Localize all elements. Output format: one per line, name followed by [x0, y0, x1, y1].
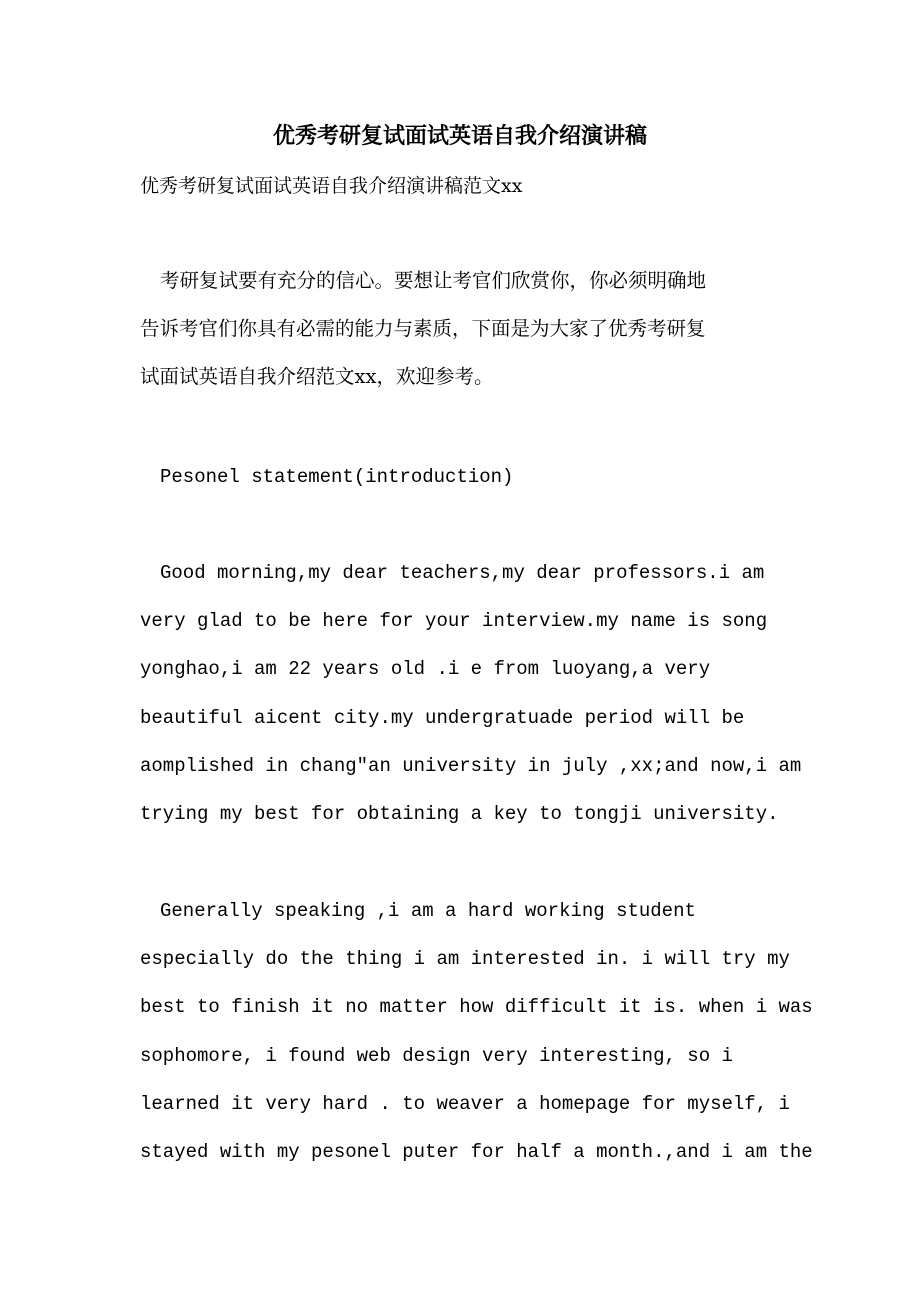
text-line: sophomore, i found web design very interesting, so i — [140, 1044, 733, 1067]
text-line: yonghao,i am 22 years old .i e from luoyang,a very — [140, 658, 711, 681]
paragraph-personality — [140, 887, 813, 1176]
text-line: best to finish it no matter how difficult it is. when i was — [140, 996, 813, 1019]
text-line: aomplished in chang″an university in july ,xx;and now,i am — [140, 754, 802, 777]
document-subtitle: 优秀考研复试面试英语自我介绍演讲稿范文xx — [140, 175, 523, 197]
text-line: trying my best for obtaining a key to tongji university. — [140, 802, 779, 825]
text-line: especially do the thing i am interested in. i will try my — [140, 948, 790, 971]
paragraph-intro — [140, 257, 790, 402]
text-line: 考研复试要有充分的信心。要想让考官们欣赏你，你必须明确地 — [160, 269, 707, 292]
text-line: Generally speaking ,i am a hard working student — [160, 900, 696, 922]
text-line: learned it very hard . to weaver a homepage for myself, i — [140, 1092, 790, 1115]
text-line: very glad to be here for your interview.my name is song — [140, 610, 768, 633]
text-line: beautiful aicent city.my undergratuade period will be — [140, 706, 745, 729]
paragraph-greeting — [140, 549, 802, 838]
text-line: Good morning,my dear teachers,my dear professors.i am — [160, 562, 765, 584]
text-line: stayed with my pesonel puter for half a month.,and i am the — [140, 1140, 813, 1163]
text-line: 试面试英语自我介绍范文xx，欢迎参考。 — [140, 365, 494, 389]
document-title: 优秀考研复试面试英语自我介绍演讲稿 — [272, 123, 647, 149]
text-line: 告诉考官们你具有必需的能力与素质，下面是为大家了优秀考研复 — [140, 317, 706, 341]
text-line: Pesonel statement(introduction) — [160, 466, 514, 488]
paragraph-statement-heading — [140, 453, 790, 501]
